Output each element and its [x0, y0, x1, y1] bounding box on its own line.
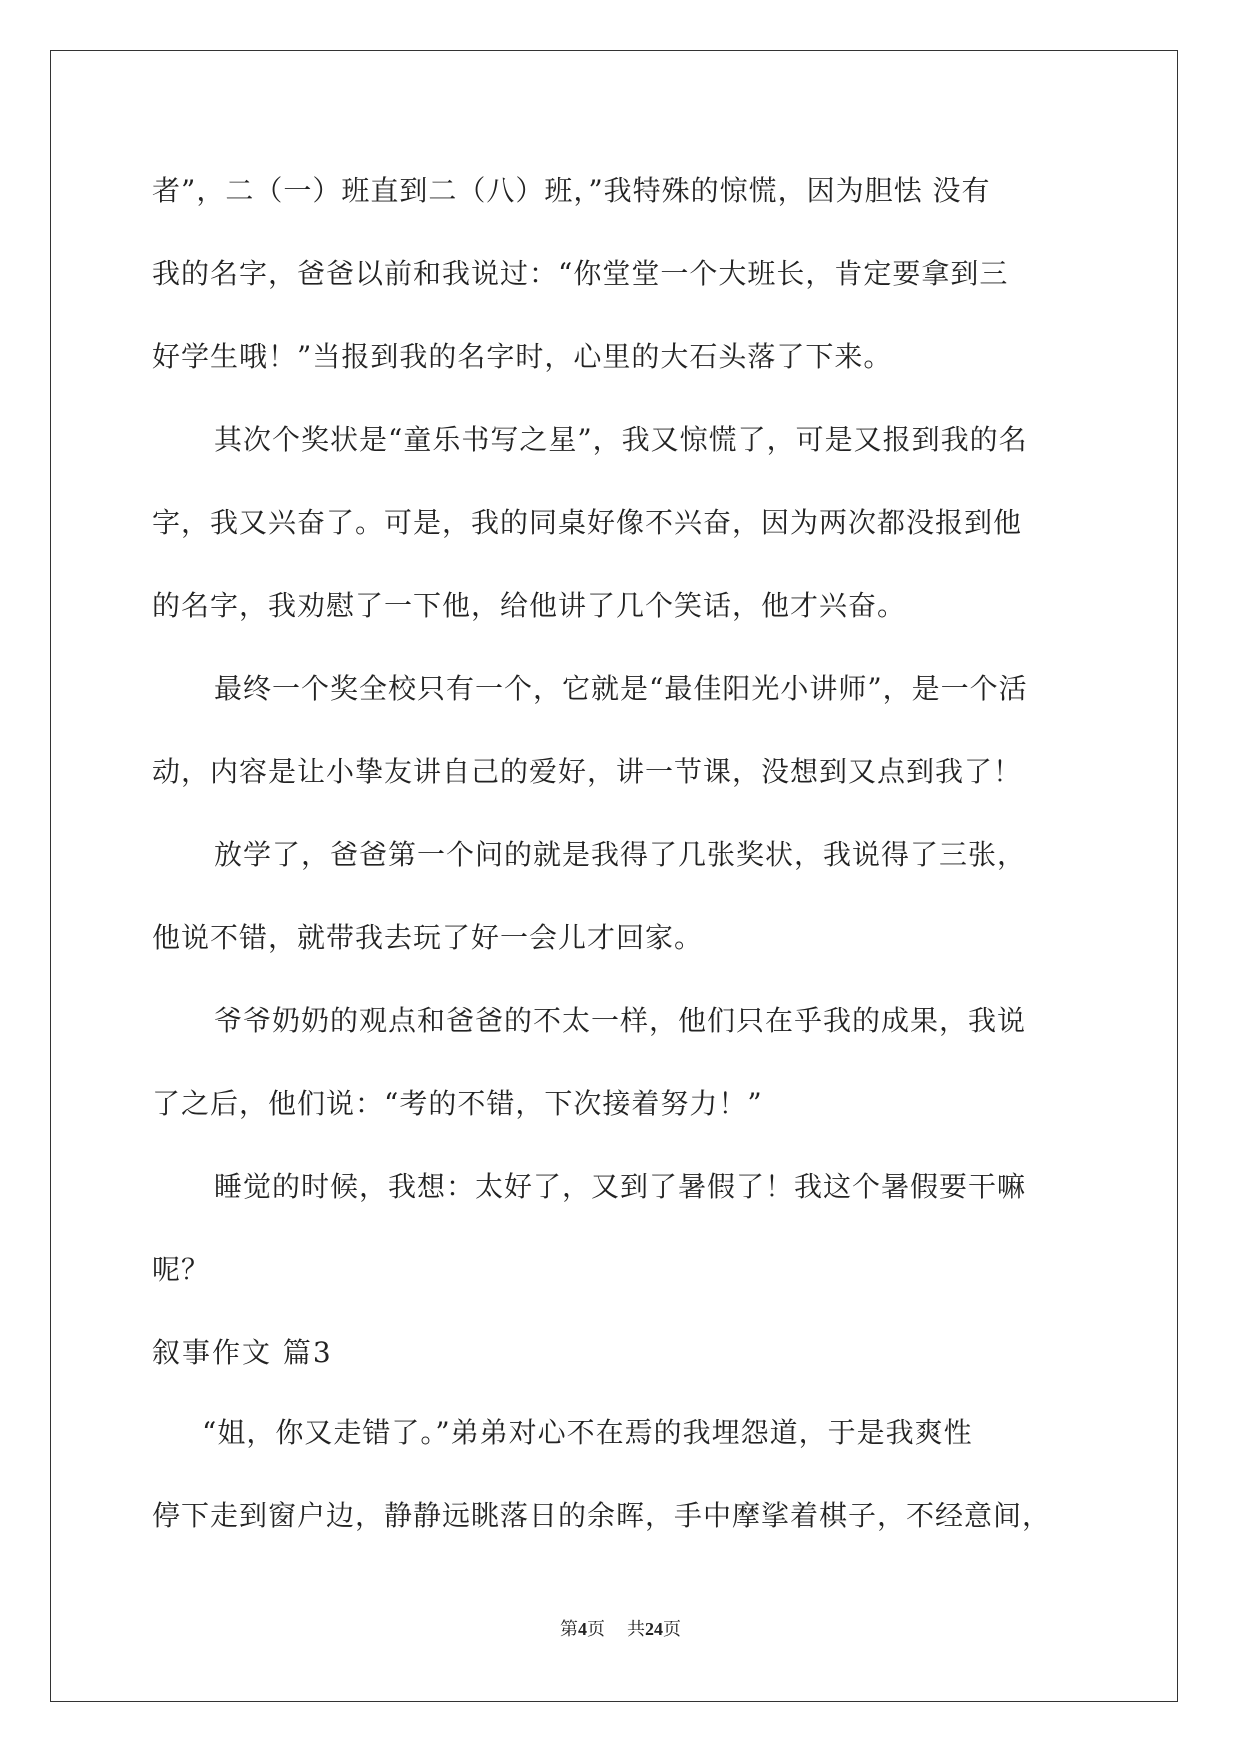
text-line: 者”，二（一）班直到二（八）班，”我特殊的惊慌，因为胆怯 没有 [152, 174, 991, 207]
page-suffix: 页 [587, 1619, 605, 1640]
page-number: 4 [578, 1619, 587, 1639]
text-line: 最终一个奖全校只有一个，它就是“最佳阳光小讲师”，是一个活 [214, 672, 1028, 705]
text-line: 停下走到窗户边，静静远眺落日的余晖，手中摩挲着棋子，不经意间， [152, 1499, 1052, 1532]
text-line: 爷爷奶奶的观点和爸爸的不太一样，他们只在乎我的成果，我说 [214, 1004, 1027, 1037]
text-line: 他说不错，就带我去玩了好一会儿才回家。 [152, 921, 704, 954]
text-line: 了之后，他们说：“考的不错，下次接着努力！” [152, 1087, 763, 1120]
text-line: 其次个奖状是“童乐书写之星”，我又惊慌了，可是又报到我的名 [214, 423, 1028, 456]
text-line: 放学了，爸爸第一个问的就是我得了几张奖状，我说得了三张， [214, 838, 1027, 871]
text-line: 好学生哦！”当报到我的名字时，心里的大石头落了下来。 [152, 340, 893, 373]
total-suffix: 页 [663, 1619, 681, 1640]
section-heading: 叙事作文 篇3 [152, 1336, 333, 1369]
document-body [152, 163, 1092, 1571]
page-footer [0, 1615, 1241, 1641]
text-line: 字，我又兴奋了。可是，我的同桌好像不兴奋，因为两次都没报到他 [152, 506, 1023, 539]
text-line: 呢？ [152, 1253, 211, 1286]
text-line: “姐，你又走错了。”弟弟对心不在焉的我埋怨道，于是我爽性 [202, 1416, 973, 1449]
total-pages: 24 [645, 1619, 663, 1639]
total-prefix: 共 [627, 1619, 645, 1640]
text-line: 睡觉的时候，我想：太好了，又到了暑假了！我这个暑假要干嘛 [214, 1170, 1027, 1203]
text-line: 的名字，我劝慰了一下他，给他讲了几个笑话，他才兴奋。 [152, 589, 907, 622]
text-line: 动，内容是让小挚友讲自己的爱好，讲一节课，没想到又点到我了！ [152, 755, 1023, 788]
page-prefix: 第 [560, 1619, 578, 1640]
text-line: 我的名字，爸爸以前和我说过：“你堂堂一个大班长，肯定要拿到三 [152, 257, 1009, 290]
